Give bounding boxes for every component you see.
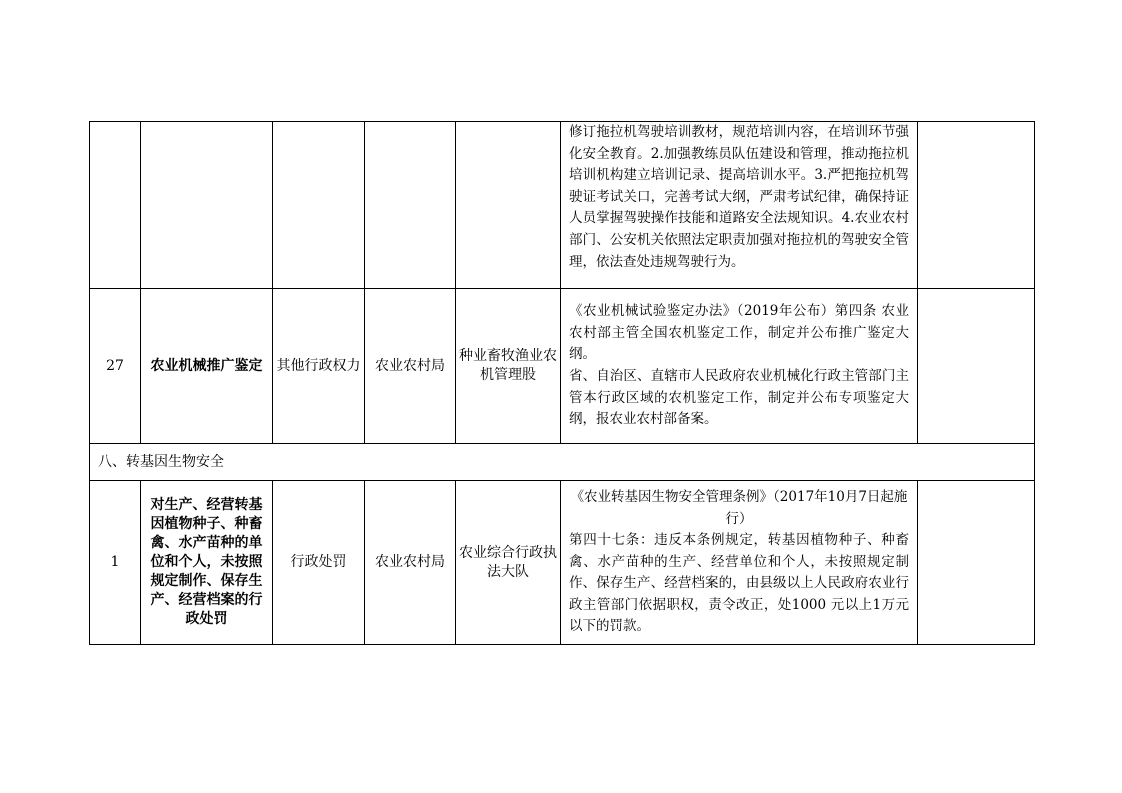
responsible-unit: 农业综合行政执法大队: [456, 481, 561, 645]
cell-number: [90, 122, 141, 289]
row-number: 1: [90, 481, 141, 645]
department: 农业农村局: [365, 481, 456, 645]
basis-text: 修订拖拉机驾驶培训教材，规范培训内容，在培训环节强化安全教育。2.加强教练员队伍建设和管理，推动拖拉机培训机构建立培训记录、提高培训水平。3.严把拖拉机驾驶证考试关口，完善考试大纲，严肃考试纪律，确保持证人员掌握驾驶操作技能和道路安全法规知识。4.农业农村部门、公安机关依照法定职责加强对拖拉机的驾驶安全管理，依法查处违规驾驶行为。: [569, 124, 909, 270]
section-row: [90, 444, 1035, 481]
responsible-unit: 种业畜牧渔业农机管理股: [456, 289, 561, 444]
power-name: 对生产、经营转基因植物种子、种畜禽、水产苗种的单位和个人，未按照规定制作、保存生产、经营档案的行政处罚: [141, 481, 273, 645]
cell-department: [365, 122, 456, 289]
basis-paragraph-2: 省、自治区、直辖市人民政府农业机械化行政主管部门主管本行政区域的农机鉴定工作，制定并公布专项鉴定大纲，报农业农村部备案。: [569, 368, 909, 428]
power-list-table: [89, 121, 1035, 645]
basis-paragraph-1: 《农业转基因生物安全管理条例》（2017年10月7日起施行）: [570, 488, 908, 527]
remark: [918, 289, 1035, 444]
cell-basis: [561, 481, 918, 645]
row-number: 27: [90, 289, 141, 444]
table-row-27: [90, 289, 1035, 444]
section-title: 八、转基因生物安全: [90, 444, 1035, 481]
table-row-1: [90, 481, 1035, 645]
basis-paragraph-1: 《农业机械试验鉴定办法》（2019年公布）第四条 农业农村部主管全国农机鉴定工作，制定并公布推广鉴定大纲。: [569, 303, 909, 363]
cell-unit: [456, 122, 561, 289]
department: 农业农村局: [365, 289, 456, 444]
cell-type: [273, 122, 365, 289]
power-name: 农业机械推广鉴定: [141, 289, 273, 444]
cell-basis: [561, 122, 918, 289]
power-type: 行政处罚: [273, 481, 365, 645]
remark: [918, 481, 1035, 645]
cell-remark: [918, 122, 1035, 289]
power-type: 其他行政权力: [273, 289, 365, 444]
cell-basis: [561, 289, 918, 444]
cell-name: [141, 122, 273, 289]
table-row-continued: [90, 122, 1035, 289]
basis-paragraph-2: 第四十七条：违反本条例规定，转基因植物种子、种畜禽、水产苗种的生产、经营单位和个人，未按照规定制作、保存生产、经营档案的，由县级以上人民政府农业行政主管部门依据职权，责令改正，处1000 元以上1万元以下的罚款。: [569, 532, 909, 635]
